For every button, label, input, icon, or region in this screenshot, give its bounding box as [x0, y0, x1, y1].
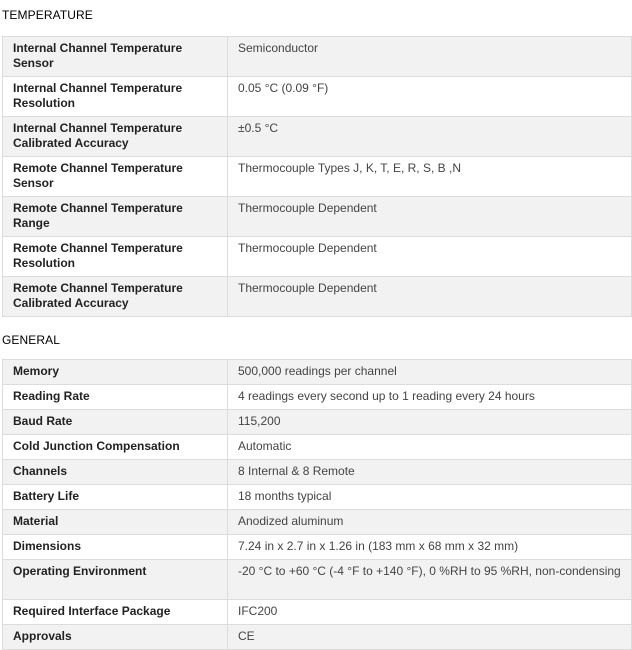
spec-value: Thermocouple Dependent — [228, 237, 632, 277]
table-row — [3, 37, 632, 77]
table-row — [3, 510, 632, 535]
spec-label: Battery Life — [3, 485, 228, 510]
table-row — [3, 77, 632, 117]
spec-value: CE — [228, 625, 632, 650]
spec-label: Baud Rate — [3, 410, 228, 435]
table-row — [3, 485, 632, 510]
spec-value: Anodized aluminum — [228, 510, 632, 535]
spec-label: Remote Channel Temperature Calibrated Accuracy — [3, 277, 228, 317]
spec-value: -20 °C to +60 °C (-4 °F to +140 °F), 0 %RH to 95 %RH, non-condensing — [228, 560, 632, 600]
spec-value: IFC200 — [228, 600, 632, 625]
table-row — [3, 277, 632, 317]
table-row — [3, 560, 632, 600]
spec-label: Reading Rate — [3, 385, 228, 410]
spec-label: Approvals — [3, 625, 228, 650]
spec-value: Thermocouple Types J, K, T, E, R, S, B ,N — [228, 157, 632, 197]
spec-label: Internal Channel Temperature Sensor — [3, 37, 228, 77]
table-row — [3, 360, 632, 385]
table-row — [3, 625, 632, 650]
spec-value: Automatic — [228, 435, 632, 460]
spec-label: Cold Junction Compensation — [3, 435, 228, 460]
table-row — [3, 435, 632, 460]
spec-value: 115,200 — [228, 410, 632, 435]
spec-label: Channels — [3, 460, 228, 485]
spec-value: Thermocouple Dependent — [228, 197, 632, 237]
table-row — [3, 385, 632, 410]
spec-label: Remote Channel Temperature Resolution — [3, 237, 228, 277]
spec-value: ±0.5 °C — [228, 117, 632, 157]
table-row — [3, 157, 632, 197]
spec-label: Dimensions — [3, 535, 228, 560]
spec-label: Memory — [3, 360, 228, 385]
table-row — [3, 197, 632, 237]
spec-value: 0.05 °C (0.09 °F) — [228, 77, 632, 117]
spec-value: Semiconductor — [228, 37, 632, 77]
section-title-temperature: TEMPERATURE — [2, 8, 93, 22]
temperature-section — [2, 6, 632, 317]
spec-label: Required Interface Package — [3, 600, 228, 625]
temperature-spec-table — [2, 36, 632, 317]
spec-value: 500,000 readings per channel — [228, 360, 632, 385]
table-row — [3, 237, 632, 277]
table-row — [3, 117, 632, 157]
spec-label: Internal Channel Temperature Calibrated Accuracy — [3, 117, 228, 157]
spec-value: 8 Internal & 8 Remote — [228, 460, 632, 485]
spec-label: Remote Channel Temperature Range — [3, 197, 228, 237]
spec-label: Remote Channel Temperature Sensor — [3, 157, 228, 197]
table-row — [3, 410, 632, 435]
spec-label: Material — [3, 510, 228, 535]
spec-label: Internal Channel Temperature Resolution — [3, 77, 228, 117]
spec-value: 18 months typical — [228, 485, 632, 510]
table-row — [3, 535, 632, 560]
table-row — [3, 600, 632, 625]
spec-label: Operating Environment — [3, 560, 228, 600]
general-spec-table — [2, 359, 632, 650]
general-section — [2, 331, 632, 650]
table-row — [3, 460, 632, 485]
section-title-general: GENERAL — [2, 333, 61, 347]
spec-value: 7.24 in x 2.7 in x 1.26 in (183 mm x 68 mm x 32 mm) — [228, 535, 632, 560]
spec-value: Thermocouple Dependent — [228, 277, 632, 317]
spec-value: 4 readings every second up to 1 reading every 24 hours — [228, 385, 632, 410]
